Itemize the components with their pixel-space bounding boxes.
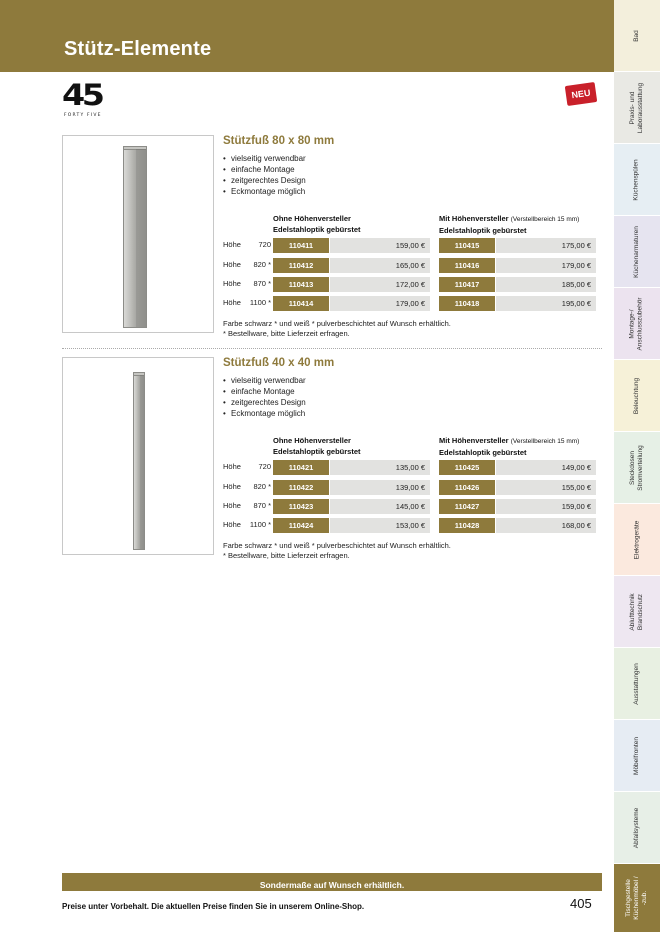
- price: 149,00 €: [496, 460, 596, 475]
- height-value: 820 *: [253, 482, 271, 491]
- article-code: 110426: [439, 480, 495, 495]
- height-word: Höhe: [223, 462, 241, 471]
- height-value: 1100 *: [249, 520, 271, 529]
- feature-item: • vielseitig verwendbar: [223, 153, 306, 164]
- sidebar-tab-label: Ausstattungen: [633, 662, 640, 705]
- section-divider: [62, 348, 602, 349]
- price: 172,00 €: [330, 277, 430, 292]
- height-word: Höhe: [223, 240, 241, 249]
- price: 185,00 €: [496, 277, 596, 292]
- sidebar-tab-label: Tischgestelle Küchenmöbel / -zub.: [625, 876, 648, 920]
- article-code: 110411: [273, 238, 329, 253]
- price: 135,00 €: [330, 460, 430, 475]
- height-value: 870 *: [253, 501, 271, 510]
- sidebar-tab-label: Küchenarmaturen: [633, 225, 641, 278]
- column-header-line: Ohne Höhenversteller: [273, 214, 351, 223]
- feature-item: • einfache Montage: [223, 386, 306, 397]
- brand-logo-text: FORTY FIVE: [64, 113, 102, 118]
- price: 165,00 €: [330, 258, 430, 273]
- column-header-line: Mit Höhenversteller: [439, 436, 509, 445]
- price: 159,00 €: [330, 238, 430, 253]
- color-note: Farbe schwarz * und weiß * pulverbeschichtet auf Wunsch erhältlich.: [223, 541, 451, 550]
- price: 195,00 €: [496, 296, 596, 311]
- article-code: 110422: [273, 480, 329, 495]
- feature-item: • Eckmontage möglich: [223, 186, 306, 197]
- brand-logo-number: 45: [62, 78, 102, 112]
- column-header-line: Edelstahloptik gebürstet: [439, 448, 527, 457]
- column-header-without-adjuster: [273, 213, 361, 235]
- sidebar-tab-label: Praxis- und Laborausstattung: [629, 82, 645, 133]
- table-row: [223, 518, 603, 533]
- height-value: 820 *: [253, 260, 271, 269]
- column-header-line: Edelstahloptik gebürstet: [273, 447, 361, 456]
- brand-logo: [62, 78, 118, 124]
- article-code: 110414: [273, 296, 329, 311]
- column-header-line: Mit Höhenversteller: [439, 214, 509, 223]
- height-word: Höhe: [223, 298, 241, 307]
- column-header-line: Ohne Höhenversteller: [273, 436, 351, 445]
- sidebar-tab-label: Steckdosen Stromverteilung: [629, 444, 644, 491]
- product-40x40: [62, 357, 602, 567]
- sidebar-tab-kuechenarmaturen[interactable]: [614, 216, 660, 288]
- feature-item: • Eckmontage möglich: [223, 408, 306, 419]
- sidebar-tab-label: Bad: [632, 29, 640, 42]
- product-title: Stützfuß 40 x 40 mm: [223, 357, 335, 369]
- page-number: 405: [570, 896, 592, 911]
- article-code: 110425: [439, 460, 495, 475]
- new-badge-label: NEU: [570, 87, 592, 101]
- column-header-without-adjuster: [273, 435, 361, 457]
- article-code: 110427: [439, 499, 495, 514]
- feature-item: • einfache Montage: [223, 164, 306, 175]
- product-image-frame: [62, 357, 214, 555]
- footer-banner-text: Sondermaße auf Wunsch erhältlich.: [259, 880, 405, 890]
- price: 159,00 €: [496, 499, 596, 514]
- table-row: [223, 238, 603, 253]
- height-word: Höhe: [223, 501, 241, 510]
- adjust-range: (Verstellbereich 15 mm): [510, 438, 580, 445]
- article-code: 110424: [273, 518, 329, 533]
- table-row: [223, 277, 603, 292]
- sidebar-tab-label: Ablufttechnik Brandschutz: [629, 592, 644, 631]
- price: 168,00 €: [496, 518, 596, 533]
- height-word: Höhe: [223, 520, 241, 529]
- table-row: [223, 480, 603, 495]
- pillar-image: [133, 374, 145, 550]
- sidebar-tab-abfallsysteme[interactable]: [614, 792, 660, 864]
- sidebar-tab-bad[interactable]: [614, 0, 660, 72]
- product-image-frame: [62, 135, 214, 333]
- sidebar-tab-elektrogeraete[interactable]: [614, 504, 660, 576]
- height-value: 720: [258, 462, 271, 471]
- column-header-line: Edelstahloptik gebürstet: [439, 226, 527, 235]
- product-title: Stützfuß 80 x 80 mm: [223, 135, 335, 147]
- sidebar-tab-label: Abfallsysteme: [633, 807, 640, 848]
- footer-banner: [62, 873, 602, 891]
- price: 153,00 €: [330, 518, 430, 533]
- price: 145,00 €: [330, 499, 430, 514]
- article-code: 110416: [439, 258, 495, 273]
- sidebar-tab-ablufttechnik[interactable]: [614, 576, 660, 648]
- table-row: [223, 499, 603, 514]
- order-note: * Bestellware, bitte Lieferzeit erfragen.: [223, 329, 350, 338]
- column-header-line: Edelstahloptik gebürstet: [273, 225, 361, 234]
- height-value: 1100 *: [249, 298, 271, 307]
- article-code: 110417: [439, 277, 495, 292]
- sidebar-tab-moebelfronten[interactable]: [614, 720, 660, 792]
- height-value: 870 *: [253, 279, 271, 288]
- article-code: 110418: [439, 296, 495, 311]
- table-row: [223, 258, 603, 273]
- sidebar-tab-steckdosen[interactable]: [614, 432, 660, 504]
- sidebar-tab-label: Küchenspülen: [632, 158, 640, 201]
- pillar-shade: [136, 149, 146, 327]
- order-note: * Bestellware, bitte Lieferzeit erfragen.: [223, 551, 350, 560]
- sidebar-tab-ausstattungen[interactable]: [614, 648, 660, 720]
- article-code: 110421: [273, 460, 329, 475]
- article-code: 110412: [273, 258, 329, 273]
- pillar-shade: [140, 375, 145, 549]
- feature-item: • zeitgerechtes Design: [223, 397, 306, 408]
- price: 179,00 €: [330, 296, 430, 311]
- price-disclaimer: Preise unter Vorbehalt. Die aktuellen Preise finden Sie in unserem Online-Shop.: [62, 902, 365, 911]
- sidebar-tab-beleuchtung[interactable]: [614, 360, 660, 432]
- article-code: 110423: [273, 499, 329, 514]
- feature-list: [223, 375, 306, 419]
- table-row: [223, 296, 603, 311]
- price: 175,00 €: [496, 238, 596, 253]
- adjust-range: (Verstellbereich 15 mm): [510, 216, 580, 223]
- sidebar-tab-montage[interactable]: [614, 288, 660, 360]
- sidebar-tab-kuechenspuelen[interactable]: [614, 144, 660, 216]
- sidebar-tab-label: Montage-/ Anschlusszubehör: [629, 296, 645, 351]
- feature-item: • zeitgerechtes Design: [223, 175, 306, 186]
- article-code: 110415: [439, 238, 495, 253]
- article-code: 110428: [439, 518, 495, 533]
- height-word: Höhe: [223, 279, 241, 288]
- sidebar-tab-tischgestelle[interactable]: [614, 864, 660, 933]
- article-code: 110413: [273, 277, 329, 292]
- page-title: Stütz-Elemente: [64, 38, 212, 60]
- color-note: Farbe schwarz * und weiß * pulverbeschichtet auf Wunsch erhältlich.: [223, 319, 451, 328]
- height-value: 720: [258, 240, 271, 249]
- price: 179,00 €: [496, 258, 596, 273]
- sidebar-tab-label: Beleuchtung: [632, 377, 640, 414]
- height-word: Höhe: [223, 260, 241, 269]
- sidebar-tab-label: Elektrogeräte: [632, 520, 640, 559]
- category-sidebar: [614, 0, 660, 933]
- price: 155,00 €: [496, 480, 596, 495]
- pillar-image: [123, 148, 147, 328]
- column-header-with-adjuster: [439, 435, 579, 458]
- feature-item: • vielseitig verwendbar: [223, 375, 306, 386]
- sidebar-tab-label: Möbelfronten: [632, 736, 640, 775]
- column-header-with-adjuster: [439, 213, 579, 236]
- price: 139,00 €: [330, 480, 430, 495]
- height-word: Höhe: [223, 482, 241, 491]
- page-header: [0, 0, 614, 72]
- product-80x80: [62, 135, 602, 345]
- sidebar-tab-praxis[interactable]: [614, 72, 660, 144]
- new-badge: [565, 82, 597, 106]
- feature-list: [223, 153, 306, 197]
- table-row: [223, 460, 603, 475]
